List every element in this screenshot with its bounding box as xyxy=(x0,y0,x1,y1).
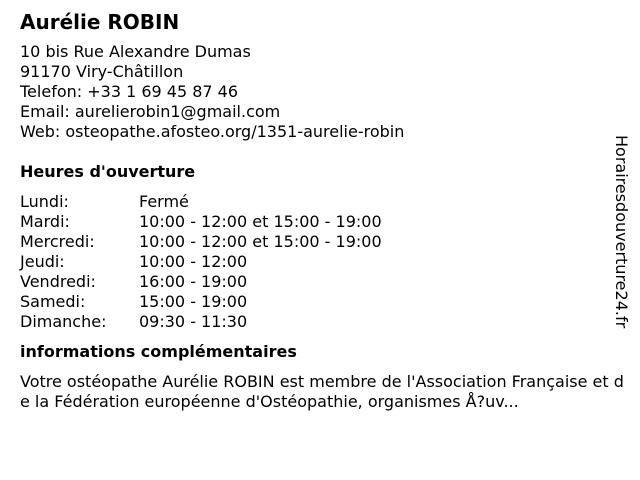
hours-friday: 16:00 - 19:00 xyxy=(139,272,248,291)
info-text: Votre ostéopathe Aurélie ROBIN est membre de l'Association Française et de la Fédération européenne d'Ostéopathie, organismes Å?uv... xyxy=(20,372,624,411)
business-name: Aurélie ROBIN xyxy=(20,10,180,34)
hours-saturday: 15:00 - 19:00 xyxy=(139,292,248,311)
email-line[interactable]: Email: aurelierobin1@gmail.com xyxy=(20,102,281,121)
hours-table xyxy=(20,192,620,332)
contact-block xyxy=(20,42,620,142)
site-watermark-label: Horairesdouverture24.fr xyxy=(612,135,631,329)
hours-title: Heures d'ouverture xyxy=(20,162,196,181)
address-line-2: 91170 Viry-Châtillon xyxy=(20,62,184,81)
hours-monday: Fermé xyxy=(139,192,189,211)
hours-wednesday: 10:00 - 12:00 et 15:00 - 19:00 xyxy=(139,232,382,251)
phone-line[interactable]: Telefon: +33 1 69 45 87 46 xyxy=(20,82,239,101)
day-label-saturday: Samedi: xyxy=(20,292,86,311)
day-label-thursday: Jeudi: xyxy=(20,252,65,271)
address-line-1: 10 bis Rue Alexandre Dumas xyxy=(20,42,251,61)
hours-sunday: 09:30 - 11:30 xyxy=(139,312,248,331)
info-title: informations complémentaires xyxy=(20,342,297,361)
day-label-sunday: Dimanche: xyxy=(20,312,107,331)
hours-tuesday: 10:00 - 12:00 et 15:00 - 19:00 xyxy=(139,212,382,231)
hours-thursday: 10:00 - 12:00 xyxy=(139,252,248,271)
day-label-tuesday: Mardi: xyxy=(20,212,70,231)
day-label-wednesday: Mercredi: xyxy=(20,232,95,251)
day-label-friday: Vendredi: xyxy=(20,272,96,291)
day-label-monday: Lundi: xyxy=(20,192,69,211)
web-line[interactable]: Web: osteopathe.afosteo.org/1351-aurelie-robin xyxy=(20,122,405,141)
